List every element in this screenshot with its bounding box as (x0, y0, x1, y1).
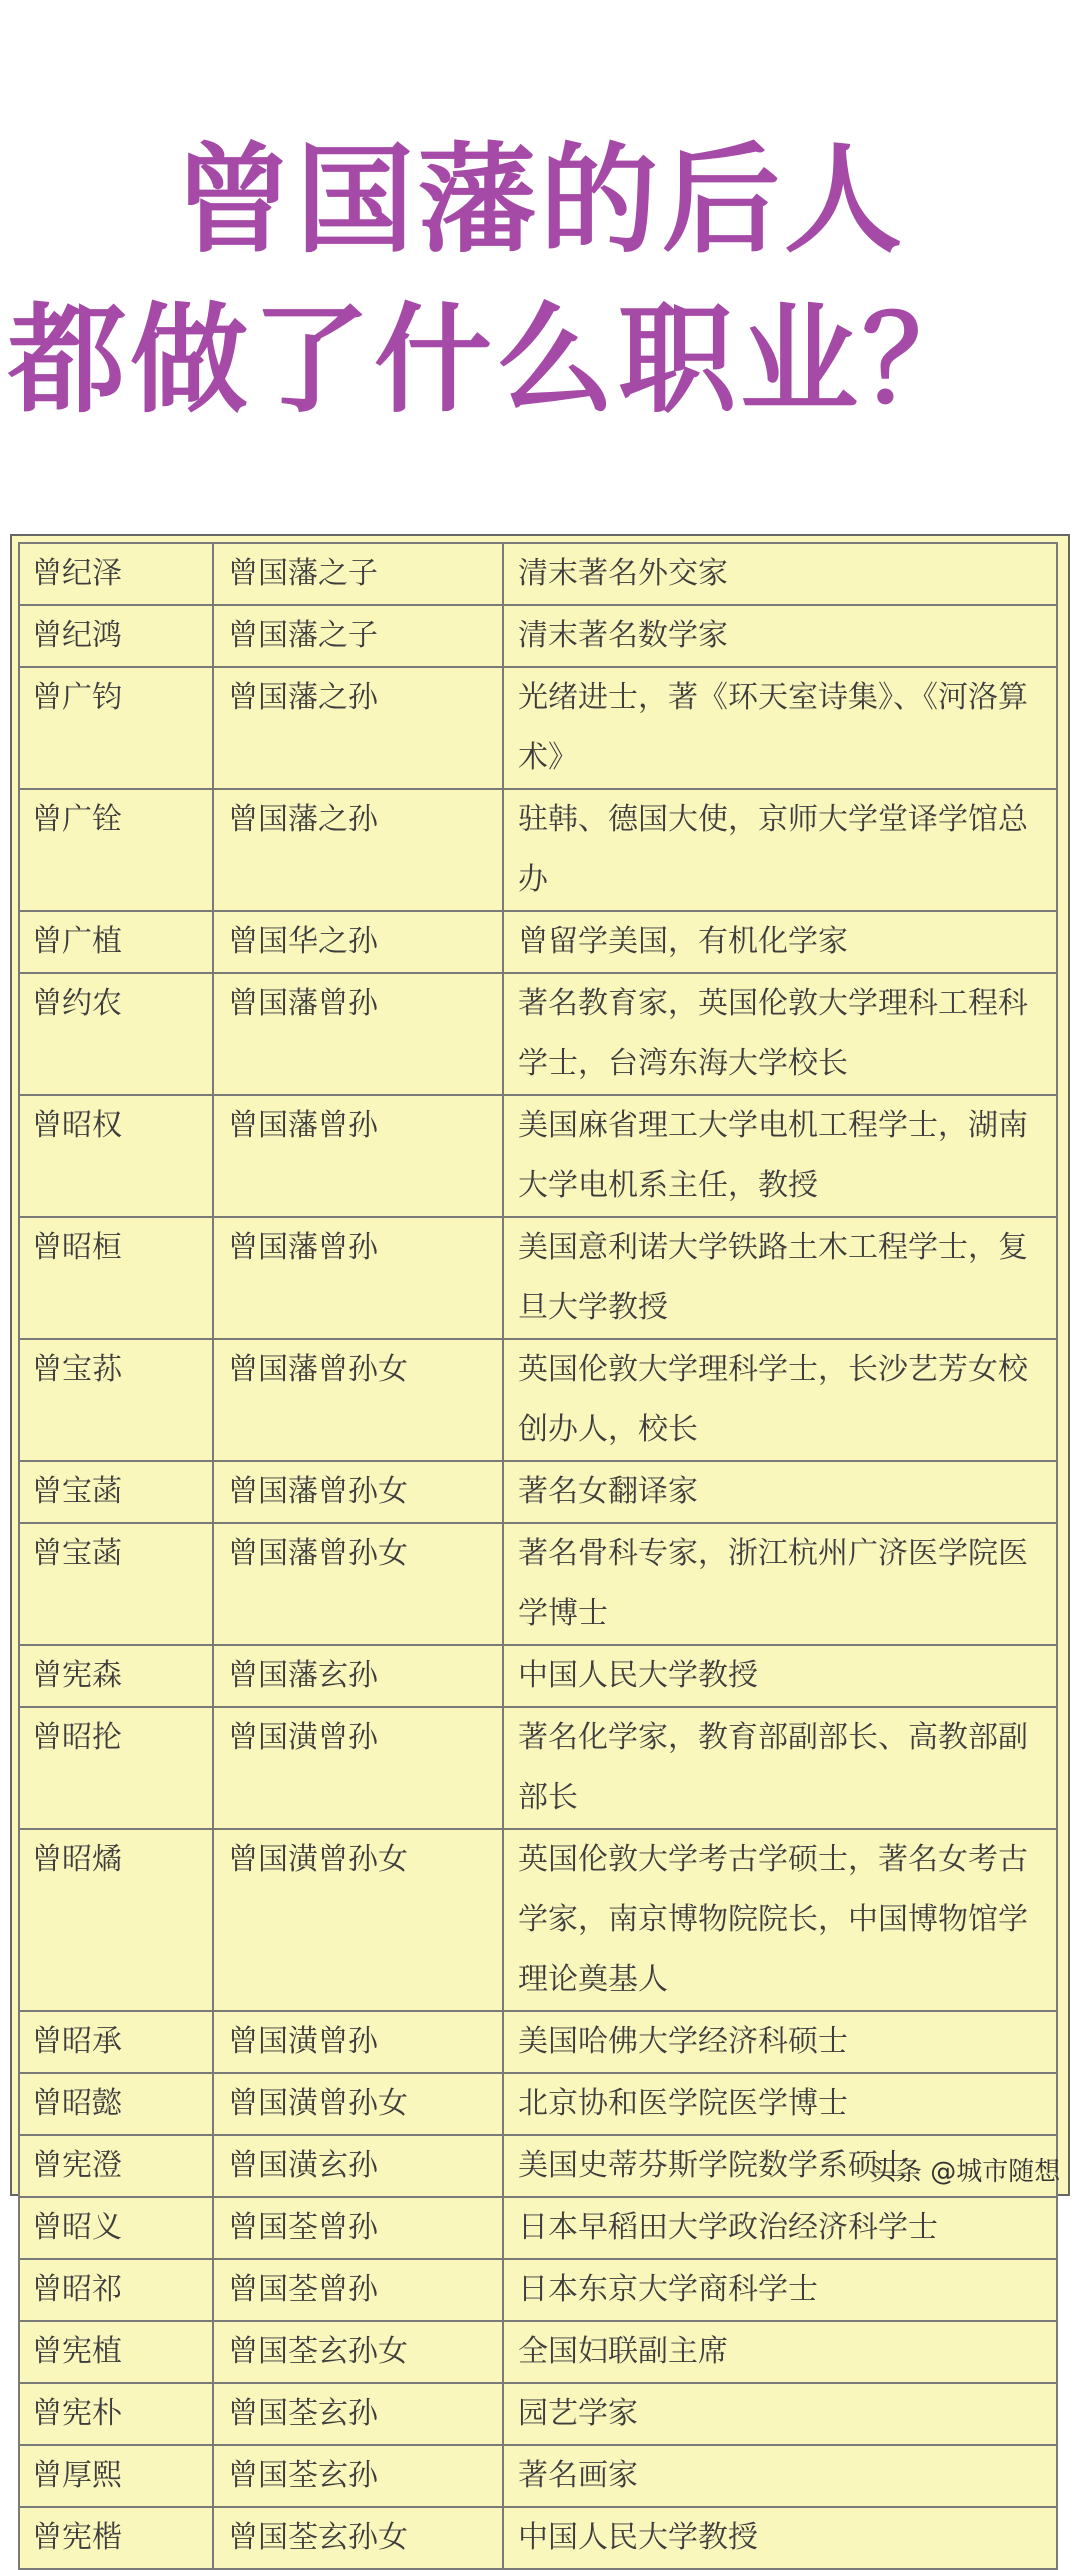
career-cell: 全国妇联副主席 (503, 2321, 1057, 2383)
relation-cell: 曾国藩之孙 (213, 667, 503, 789)
career-cell: 著名画家 (503, 2445, 1057, 2507)
table-row (19, 543, 1057, 605)
table-row (19, 2383, 1057, 2445)
relation-cell: 曾国藩之子 (213, 605, 503, 667)
name-cell: 曾宪楷 (19, 2507, 213, 2569)
relation-cell: 曾国藩曾孙女 (213, 1339, 503, 1461)
relation-cell: 曾国荃曾孙 (213, 2259, 503, 2321)
table-row (19, 2259, 1057, 2321)
table-row (19, 789, 1057, 911)
table-row (19, 2011, 1057, 2073)
table-row (19, 2197, 1057, 2259)
table-row (19, 1339, 1057, 1461)
relation-cell: 曾国荃曾孙 (213, 2197, 503, 2259)
table-row (19, 1829, 1057, 2011)
table-row (19, 1523, 1057, 1645)
name-cell: 曾厚熙 (19, 2445, 213, 2507)
table-row (19, 973, 1057, 1095)
relation-cell: 曾国荃玄孙 (213, 2445, 503, 2507)
name-cell: 曾宝菡 (19, 1523, 213, 1645)
relation-cell: 曾国藩玄孙 (213, 1645, 503, 1707)
relation-cell: 曾国荃玄孙女 (213, 2321, 503, 2383)
table-row (19, 1095, 1057, 1217)
table-row (19, 1645, 1057, 1707)
table-body (19, 543, 1057, 2569)
relation-cell: 曾国潢玄孙 (213, 2135, 503, 2197)
career-cell: 著名化学家，教育部副部长、高教部副部长 (503, 1707, 1057, 1829)
relation-cell: 曾国潢曾孙 (213, 2011, 503, 2073)
name-cell: 曾宪朴 (19, 2383, 213, 2445)
table-row (19, 911, 1057, 973)
relation-cell: 曾国藩曾孙 (213, 1217, 503, 1339)
relation-cell: 曾国荃玄孙女 (213, 2507, 503, 2569)
career-cell: 美国意利诺大学铁路土木工程学士，复旦大学教授 (503, 1217, 1057, 1339)
relation-cell: 曾国藩曾孙女 (213, 1461, 503, 1523)
career-cell: 北京协和医学院医学博士 (503, 2073, 1057, 2135)
table-row (19, 1461, 1057, 1523)
name-cell: 曾宪森 (19, 1645, 213, 1707)
name-cell: 曾广铨 (19, 789, 213, 911)
name-cell: 曾宪植 (19, 2321, 213, 2383)
career-cell: 清末著名数学家 (503, 605, 1057, 667)
relation-cell: 曾国藩之子 (213, 543, 503, 605)
table-row (19, 2321, 1057, 2383)
career-cell: 英国伦敦大学理科学士，长沙艺芳女校创办人，校长 (503, 1339, 1057, 1461)
career-cell: 美国史蒂芬斯学院数学系硕士 (503, 2135, 1057, 2197)
career-cell: 日本东京大学商科学士 (503, 2259, 1057, 2321)
career-cell: 光绪进士，著《环天室诗集》、《河洛算术》 (503, 667, 1057, 789)
table-row (19, 1707, 1057, 1829)
name-cell: 曾广植 (19, 911, 213, 973)
career-cell: 美国哈佛大学经济科硕士 (503, 2011, 1057, 2073)
table-row (19, 667, 1057, 789)
career-cell: 日本早稻田大学政治经济科学士 (503, 2197, 1057, 2259)
name-cell: 曾昭承 (19, 2011, 213, 2073)
name-cell: 曾约农 (19, 973, 213, 1095)
name-cell: 曾宝菡 (19, 1461, 213, 1523)
name-cell: 曾昭义 (19, 2197, 213, 2259)
table-row (19, 1217, 1057, 1339)
relation-cell: 曾国藩曾孙 (213, 1095, 503, 1217)
career-cell: 驻韩、德国大使，京师大学堂译学馆总办 (503, 789, 1057, 911)
title-line-1: 曾国藩的后人 (173, 131, 906, 269)
career-cell: 园艺学家 (503, 2383, 1057, 2445)
career-cell: 中国人民大学教授 (503, 1645, 1057, 1707)
watermark: 头条 @城市随想 (870, 2157, 1061, 2187)
table-row (19, 2445, 1057, 2507)
name-cell: 曾昭抡 (19, 1707, 213, 1829)
name-cell: 曾昭懿 (19, 2073, 213, 2135)
relation-cell: 曾国华之孙 (213, 911, 503, 973)
name-cell: 曾纪泽 (19, 543, 213, 605)
name-cell: 曾昭权 (19, 1095, 213, 1217)
relation-cell: 曾国潢曾孙女 (213, 1829, 503, 2011)
descendants-table (10, 534, 1070, 2555)
relation-cell: 曾国藩曾孙女 (213, 1523, 503, 1645)
career-cell: 美国麻省理工大学电机工程学士，湖南大学电机系主任，教授 (503, 1095, 1057, 1217)
name-cell: 曾纪鸿 (19, 605, 213, 667)
relation-cell: 曾国藩之孙 (213, 789, 503, 911)
career-cell: 著名女翻译家 (503, 1461, 1057, 1523)
table-row (19, 605, 1057, 667)
name-cell: 曾宪澄 (19, 2135, 213, 2197)
title-line-2: 都做了什么职业？ (8, 291, 985, 429)
name-cell: 曾昭祁 (19, 2259, 213, 2321)
table-row (19, 2507, 1057, 2569)
career-cell: 著名教育家，英国伦敦大学理科工程科学士，台湾东海大学校长 (503, 973, 1057, 1095)
career-cell: 清末著名外交家 (503, 543, 1057, 605)
relation-cell: 曾国潢曾孙女 (213, 2073, 503, 2135)
career-cell: 英国伦敦大学考古学硕士，著名女考古学家，南京博物院院长，中国博物馆学理论奠基人 (503, 1829, 1057, 2011)
name-cell: 曾昭燏 (19, 1829, 213, 2011)
name-cell: 曾宝荪 (19, 1339, 213, 1461)
relation-cell: 曾国藩曾孙 (213, 973, 503, 1095)
career-cell: 曾留学美国，有机化学家 (503, 911, 1057, 973)
relation-cell: 曾国潢曾孙 (213, 1707, 503, 1829)
career-cell: 中国人民大学教授 (503, 2507, 1057, 2569)
career-cell: 著名骨科专家，浙江杭州广济医学院医学博士 (503, 1523, 1057, 1645)
table-row (19, 2073, 1057, 2135)
name-cell: 曾昭桓 (19, 1217, 213, 1339)
relation-cell: 曾国荃玄孙 (213, 2383, 503, 2445)
name-cell: 曾广钧 (19, 667, 213, 789)
